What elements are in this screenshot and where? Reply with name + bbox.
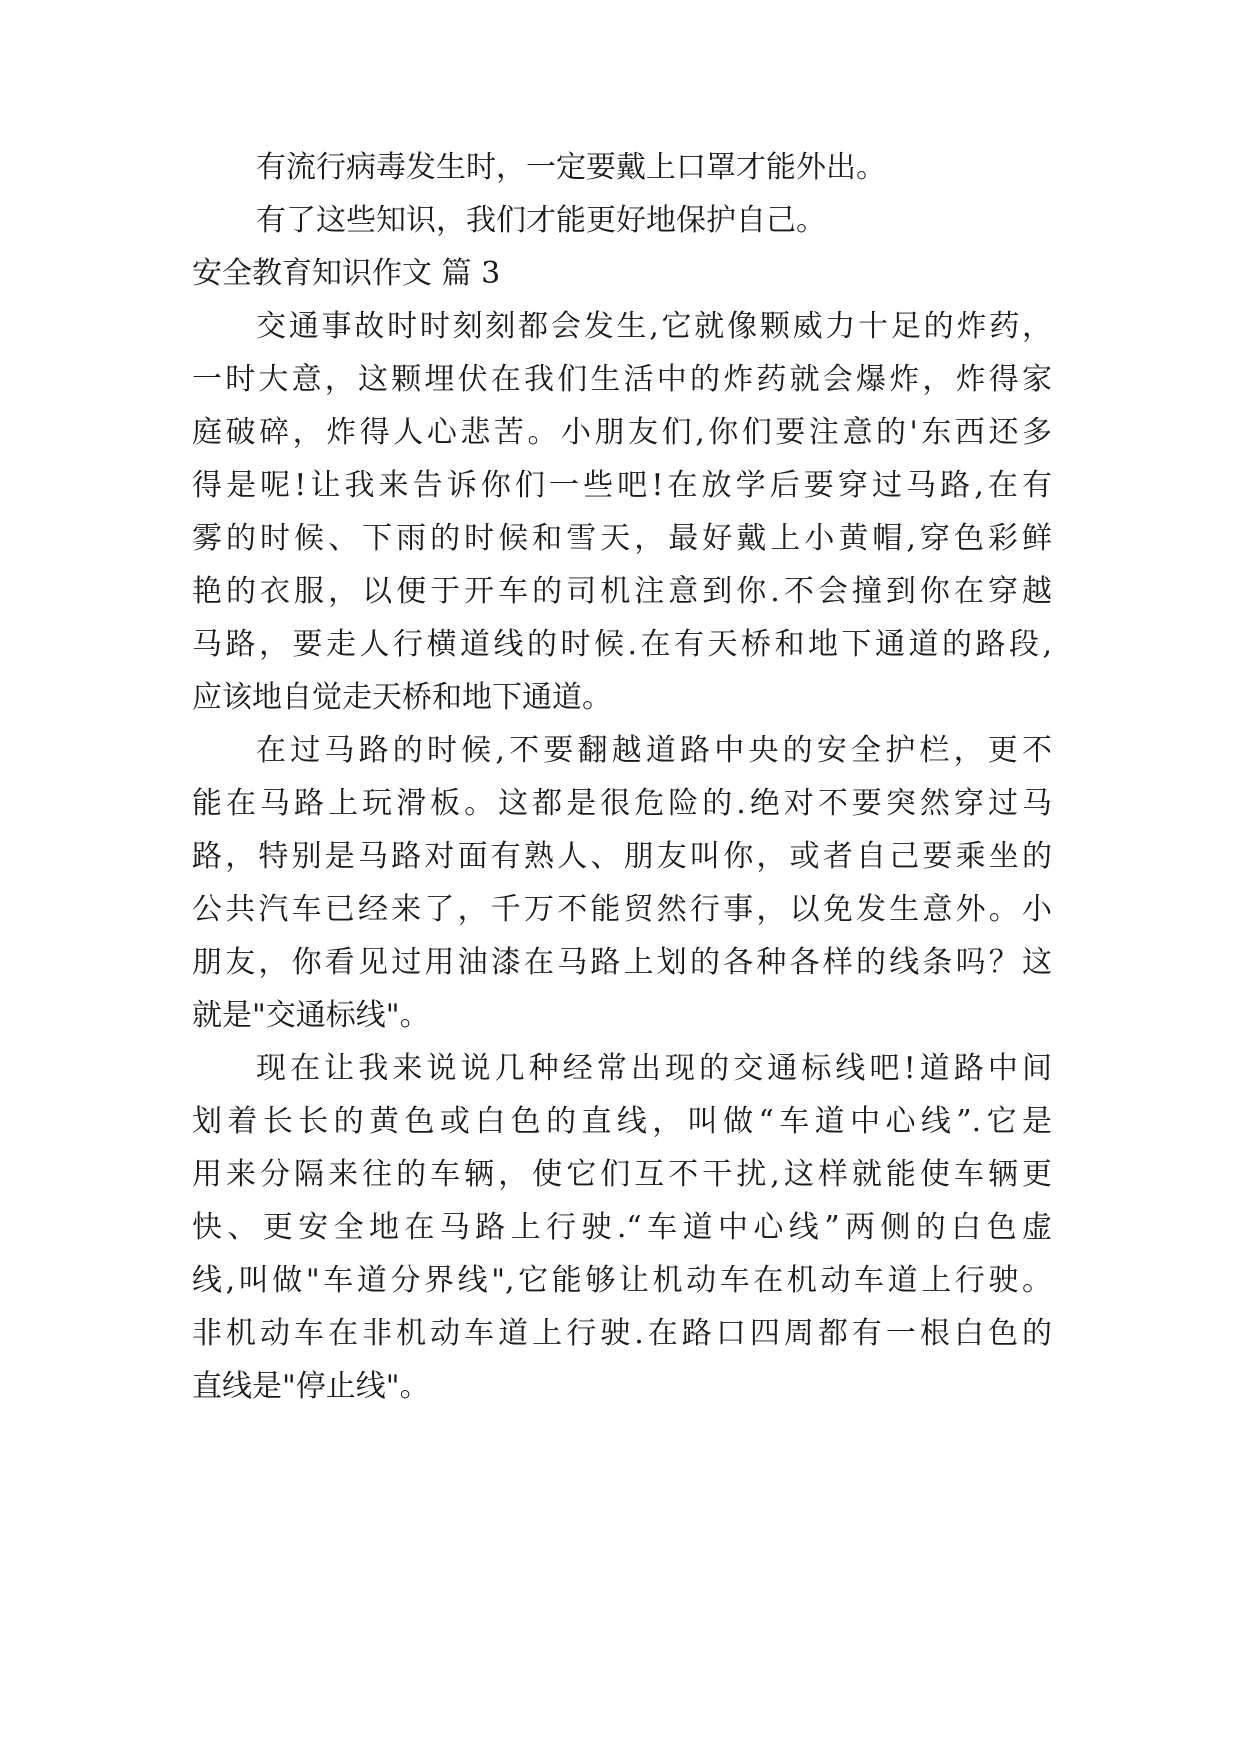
intro-line-2: 有了这些知识，我们才能更好地保护自己。 — [256, 203, 826, 238]
paragraph-2-line-6: 就是"交通标线"。 — [192, 998, 430, 1033]
paragraph-3-line-6: 非机动车在非机动车道上行驶.在路口四周都有一根白色的 — [192, 1316, 1052, 1351]
paragraph-1-line-7: 马路，要走人行横道线的时候.在有天桥和地下通道的路段, — [192, 627, 1052, 662]
paragraph-1-line-5: 雾的时候、下雨的时候和雪天，最好戴上小黄帽,穿色彩鲜 — [192, 521, 1052, 556]
paragraph-3-line-3: 用来分隔来往的车辆，使它们互不干扰,这样就能使车辆更 — [192, 1157, 1052, 1192]
paragraph-1-line-6: 艳的衣服，以便于开车的司机注意到你.不会撞到你在穿越 — [192, 574, 1052, 609]
paragraph-1-line-8: 应该地自觉走天桥和地下通道。 — [192, 680, 612, 715]
intro-line-1: 有流行病毒发生时，一定要戴上口罩才能外出。 — [256, 150, 886, 185]
paragraph-2-line-5: 朋友，你看见过用油漆在马路上划的各种各样的线条吗？这 — [192, 945, 1052, 980]
section-heading: 安全教育知识作文 篇 3 — [192, 256, 501, 291]
paragraph-3-line-4: 快、更安全地在马路上行驶.“车道中心线”两侧的白色虚 — [192, 1210, 1052, 1245]
paragraph-3-line-7: 直线是"停止线"。 — [192, 1369, 430, 1404]
paragraph-2-line-4: 公共汽车已经来了，千万不能贸然行事，以免发生意外。小 — [192, 892, 1052, 927]
paragraph-1-line-1: 交通事故时时刻刻都会发生,它就像颗威力十足的炸药， — [256, 309, 1052, 344]
paragraph-2-line-3: 路，特别是马路对面有熟人、朋友叫你，或者自己要乘坐的 — [192, 839, 1052, 874]
paragraph-3-line-1: 现在让我来说说几种经常出现的交通标线吧!道路中间 — [256, 1051, 1052, 1086]
paragraph-1-line-2: 一时大意，这颗埋伏在我们生活中的炸药就会爆炸，炸得家 — [192, 362, 1052, 397]
paragraph-1-line-4: 得是呢!让我来告诉你们一些吧!在放学后要穿过马路,在有 — [192, 468, 1052, 503]
paragraph-3-line-5: 线,叫做"车道分界线",它能够让机动车在机动车道上行驶。 — [192, 1263, 1052, 1298]
paragraph-1-line-3: 庭破碎，炸得人心悲苦。小朋友们,你们要注意的'东西还多 — [192, 415, 1052, 450]
paragraph-2-line-1: 在过马路的时候,不要翻越道路中央的安全护栏，更不 — [256, 733, 1052, 768]
paragraph-2-line-2: 能在马路上玩滑板。这都是很危险的.绝对不要突然穿过马 — [192, 786, 1052, 821]
paragraph-3-line-2: 划着长长的黄色或白色的直线，叫做“车道中心线”.它是 — [192, 1104, 1052, 1139]
